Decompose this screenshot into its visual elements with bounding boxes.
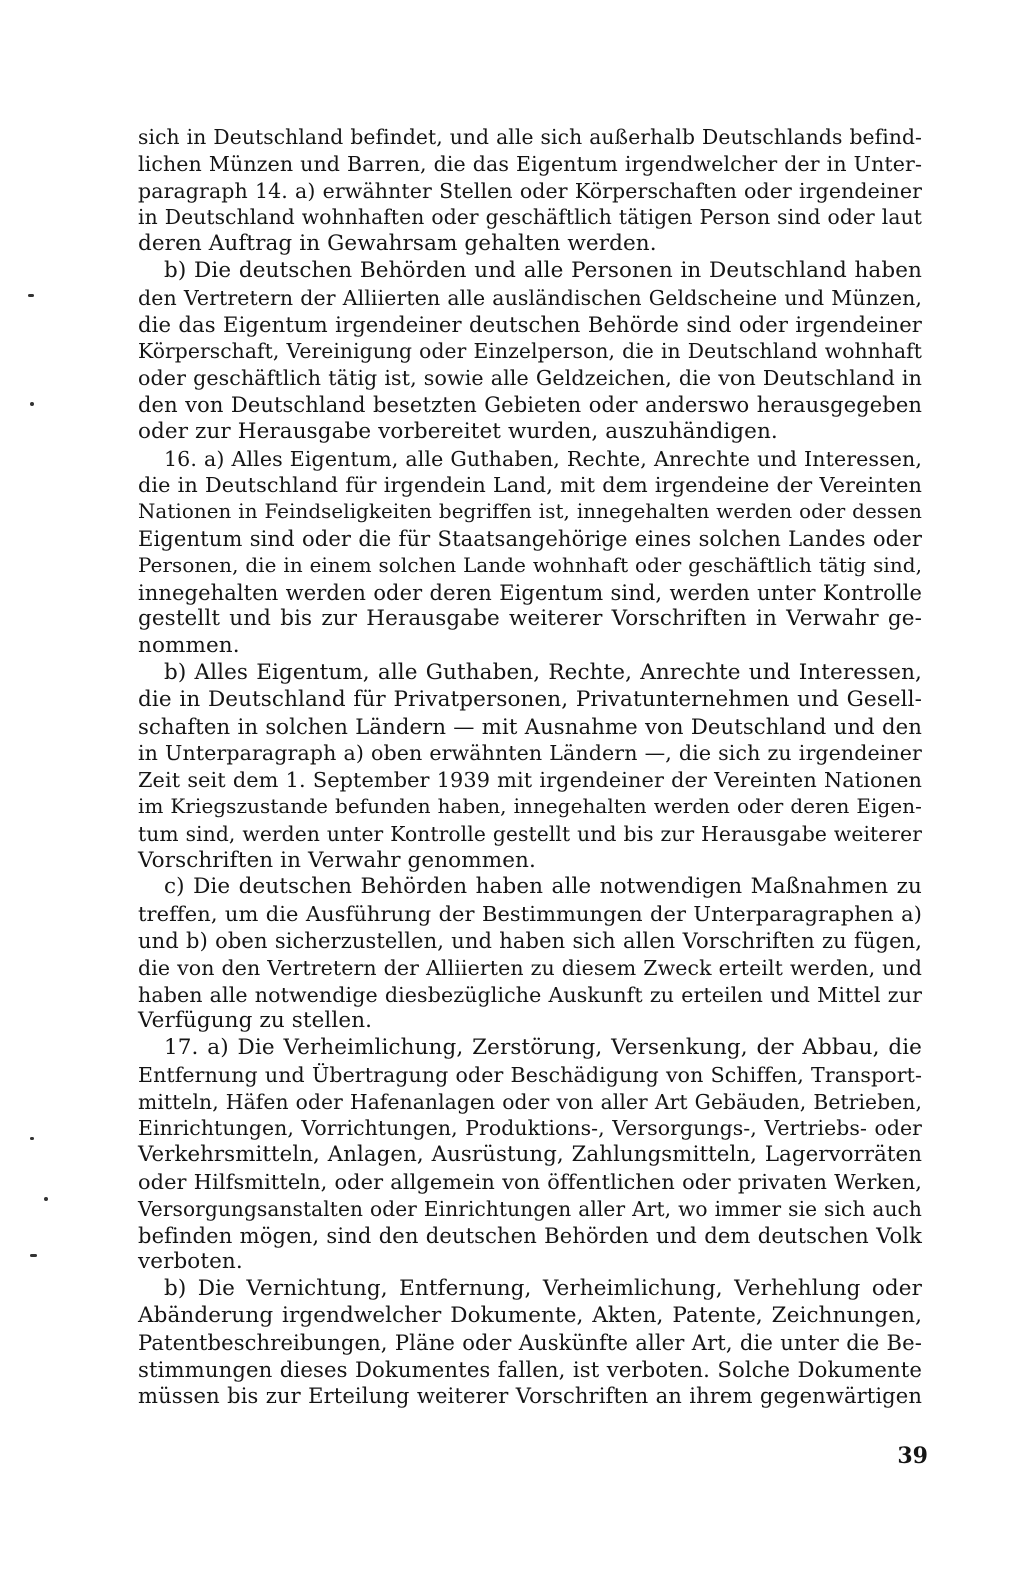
- body-text: [138, 124, 922, 1410]
- paragraph: [138, 258, 922, 446]
- text-line: paragraph 14. a) erwähnter Stellen oder Körperschaften oder irgendeiner: [138, 178, 922, 203]
- text-line: sich in Deutschland befindet, und alle sich außerhalb Deutschlands befind-: [138, 125, 922, 149]
- text-line: Körperschaft, Vereinigung oder Einzelperson, die in Deutschland wohnhaft: [138, 339, 922, 364]
- text-line: in Unterparagraph a) oben erwähnten Ländern —, die sich zu irgendeiner: [138, 741, 922, 766]
- margin-mark: [30, 1137, 34, 1140]
- text-line: treffen, um die Ausführung der Bestimmungen der Unterparagraphen a): [138, 902, 922, 927]
- text-line: 17. a) Die Verheimlichung, Zerstörung, Versenkung, der Abbau, die: [164, 1035, 922, 1061]
- margin-mark: [30, 402, 34, 406]
- text-line: b) Alles Eigentum, alle Guthaben, Rechte, Anrechte und Interessen,: [164, 659, 922, 685]
- text-line: c) Die deutschen Behörden haben alle notwendigen Maßnahmen zu: [164, 874, 922, 900]
- text-line: Verfügung zu stellen.: [138, 1008, 373, 1034]
- text-line: b) Die Vernichtung, Entfernung, Verheimlichung, Verhehlung oder: [164, 1276, 922, 1302]
- text-line: Abänderung irgendwelcher Dokumente, Akten, Patente, Zeichnungen,: [138, 1303, 922, 1329]
- text-line: 16. a) Alles Eigentum, alle Guthaben, Rechte, Anrechte und Interessen,: [164, 446, 922, 471]
- paragraph: [138, 124, 922, 258]
- text-line: die das Eigentum irgendeiner deutschen Behörde sind oder irgendeiner: [138, 311, 922, 337]
- text-line: oder Hilfsmitteln, oder allgemein von öffentlichen oder privaten Werken,: [138, 1170, 922, 1195]
- text-line: in Deutschland wohnhaften oder geschäftlich tätigen Person sind oder laut: [138, 205, 922, 230]
- text-line: im Kriegszustande befunden haben, innegehalten werden oder deren Eigen-: [138, 794, 922, 818]
- text-line: Eigentum sind oder die für Staatsangehörige eines solchen Landes oder: [138, 525, 922, 551]
- text-line: und b) oben sicherzustellen, und haben sich allen Vorschriften zu fügen,: [138, 927, 922, 953]
- text-line: den von Deutschland besetzten Gebieten oder anderswo herausgegeben: [138, 391, 922, 417]
- text-line: innegehalten werden oder deren Eigentum sind, werden unter Kontrolle: [138, 580, 922, 605]
- text-line: Zeit seit dem 1. September 1939 mit irgendeiner der Vereinten Nationen: [138, 768, 922, 793]
- page-number: 39: [897, 1443, 928, 1469]
- margin-mark: [44, 1197, 48, 1201]
- text-line: oder geschäftlich tätig ist, sowie alle Geldzeichen, die von Deutschland in: [138, 366, 922, 391]
- text-line: Vorschriften in Verwahr genommen.: [138, 847, 536, 873]
- text-line: die in Deutschland für irgendein Land, mit dem irgendeine der Vereinten: [138, 473, 922, 498]
- text-line: mitteln, Häfen oder Hafenanlagen oder von aller Art Gebäuden, Betrieben,: [138, 1089, 922, 1114]
- paragraph: [138, 660, 922, 874]
- text-line: Verkehrsmitteln, Anlagen, Ausrüstung, Zahlungsmitteln, Lagervorräten: [138, 1142, 922, 1168]
- margin-mark: [28, 294, 34, 297]
- text-line: Personen, die in einem solchen Lande wohnhaft oder geschäftlich tätig sind,: [138, 553, 922, 577]
- text-line: Einrichtungen, Vorrichtungen, Produktions-, Versorgungs-, Vertriebs- oder: [138, 1116, 922, 1141]
- text-line: lichen Münzen und Barren, die das Eigentum irgendwelcher der in Unter-: [138, 151, 922, 176]
- text-line: den Vertretern der Alliierten alle ausländischen Geldscheine und Münzen,: [138, 285, 922, 310]
- text-line: Patentbeschreibungen, Pläne oder Auskünfte aller Art, die unter die Be-: [138, 1329, 922, 1355]
- text-line: tum sind, werden unter Kontrolle gestellt und bis zur Herausgabe weiterer: [138, 821, 922, 846]
- paragraph: [138, 874, 922, 1035]
- text-line: die von den Vertretern der Alliierten zu diesem Zweck erteilt werden, und: [138, 955, 922, 980]
- margin-mark: [30, 1254, 37, 1257]
- text-line: nommen.: [138, 633, 240, 659]
- text-line: Versorgungsanstalten oder Einrichtungen aller Art, wo immer sie sich auch: [138, 1196, 922, 1221]
- text-line: deren Auftrag in Gewahrsam gehalten werden.: [138, 231, 657, 257]
- paragraph: [138, 1276, 922, 1410]
- text-line: haben alle notwendige diesbezügliche Auskunft zu erteilen und Mittel zur: [138, 982, 922, 1007]
- text-line: Nationen in Feindseligkeiten begriffen ist, innegehalten werden oder dessen: [138, 500, 922, 524]
- text-line: schaften in solchen Ländern — mit Ausnahme von Deutschland und den: [138, 713, 922, 739]
- paragraph: [138, 446, 922, 660]
- text-line: b) Die deutschen Behörden und alle Personen in Deutschland haben: [164, 257, 922, 283]
- text-line: gestellt und bis zur Herausgabe weiterer Vorschriften in Verwahr ge-: [138, 606, 922, 632]
- text-line: stimmungen dieses Dokumentes fallen, ist verboten. Solche Dokumente: [138, 1356, 922, 1382]
- text-line: verboten.: [138, 1249, 243, 1275]
- text-line: müssen bis zur Erteilung weiterer Vorschriften an ihrem gegenwärtigen: [138, 1383, 922, 1409]
- paragraph: [138, 1035, 922, 1276]
- text-line: oder zur Herausgabe vorbereitet wurden, auszuhändigen.: [138, 418, 778, 444]
- text-line: die in Deutschland für Privatpersonen, Privatunternehmen und Gesell-: [138, 686, 922, 712]
- text-line: befinden mögen, sind den deutschen Behörden und dem deutschen Volk: [138, 1222, 922, 1248]
- text-line: Entfernung und Übertragung oder Beschädigung von Schiffen, Transport-: [138, 1062, 922, 1087]
